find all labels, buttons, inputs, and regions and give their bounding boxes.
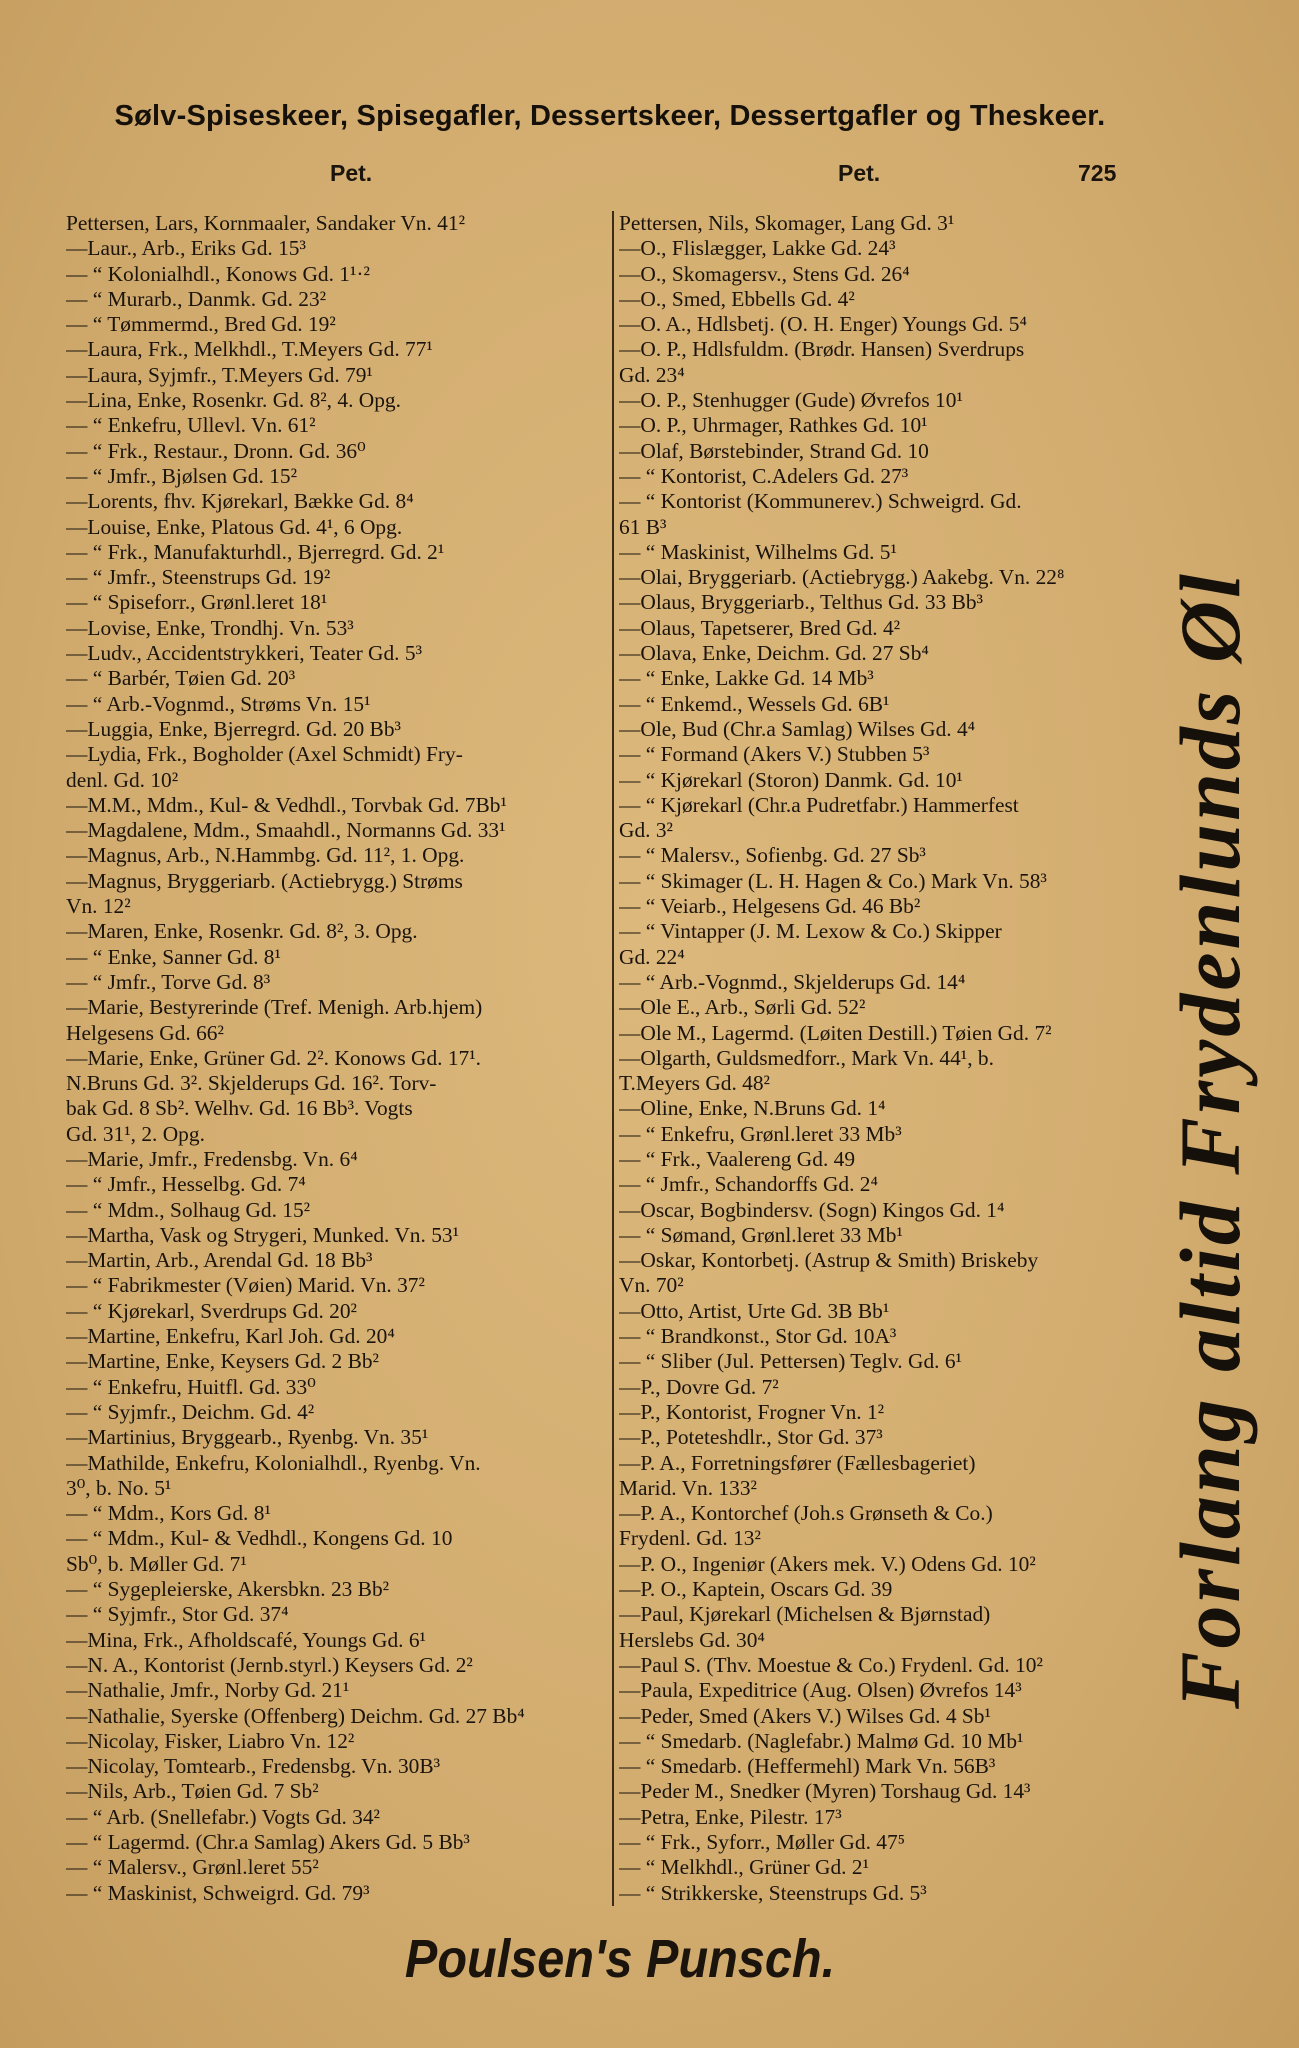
directory-entry: —O., Skomagersv., Stens Gd. 26⁴: [619, 261, 910, 286]
directory-entry: Gd. 22⁴: [619, 944, 685, 969]
directory-entry: — “ Enkefru, Ullevl. Vn. 61²: [66, 413, 316, 438]
directory-entry: —Petra, Enke, Pilestr. 17³: [619, 1804, 842, 1829]
directory-entry: —O. P., Uhrmager, Rathkes Gd. 10¹: [619, 413, 928, 438]
directory-entry: — “ Jmfr., Hesselbg. Gd. 7⁴: [66, 1172, 306, 1197]
directory-entry: —Peder, Smed (Akers V.) Wilses Gd. 4 Sb¹: [619, 1703, 991, 1728]
directory-entry: — “ Arb.-Vognmd., Skjelderups Gd. 14⁴: [619, 969, 966, 994]
directory-entry: —O. P., Stenhugger (Gude) Øvrefos 10¹: [619, 388, 963, 413]
directory-entry: 61 B³: [619, 514, 667, 539]
directory-entry: — “ Kolonialhdl., Konows Gd. 1¹·²: [66, 261, 370, 286]
directory-entry: Pettersen, Nils, Skomager, Lang Gd. 3¹: [619, 211, 955, 235]
directory-entry: —Martha, Vask og Strygeri, Munked. Vn. 53¹: [66, 1222, 459, 1247]
directory-entry: —Luggia, Enke, Bjerregrd. Gd. 20 Bb³: [66, 716, 401, 741]
directory-entry: —Nathalie, Jmfr., Norby Gd. 21¹: [66, 1678, 350, 1703]
directory-entry: —P., Dovre Gd. 7²: [619, 1374, 779, 1399]
directory-entry: —Ole, Bud (Chr.a Samlag) Wilses Gd. 4⁴: [619, 716, 976, 741]
side-advertisement-text: Forlang altid Frydenlunds Øl: [1162, 571, 1258, 1709]
directory-entry: — “ Enkefru, Grønl.leret 33 Mb³: [619, 1121, 902, 1146]
directory-entry: —Ludv., Accidentstrykkeri, Teater Gd. 5³: [66, 641, 422, 666]
directory-entry: — “ Mdm., Solhaug Gd. 15²: [66, 1197, 311, 1222]
directory-entry: —P. A., Forretningsfører (Fællesbageriet): [619, 1450, 976, 1475]
directory-entry: — “ Enke, Lakke Gd. 14 Mb³: [619, 666, 874, 691]
directory-entry: —Oscar, Bogbindersv. (Sogn) Kingos Gd. 1⁴: [619, 1197, 1005, 1222]
directory-entry: — “ Strikkerske, Steenstrups Gd. 5³: [619, 1880, 927, 1905]
directory-entry: —Lorents, fhv. Kjørekarl, Bække Gd. 8⁴: [66, 489, 414, 514]
silverware-banner: Sølv-Spiseskeer, Spisegafler, Dessertskeer, Dessertgafler og Theskeer.: [114, 100, 1106, 132]
directory-entry: Marid. Vn. 133²: [619, 1475, 757, 1500]
page-number: 725: [1078, 160, 1117, 186]
directory-entry: — “ Frk., Vaalereng Gd. 49: [619, 1146, 856, 1171]
directory-entry: — “ Tømmermd., Bred Gd. 19²: [66, 312, 336, 337]
directory-entry: — “ Veiarb., Helgesens Gd. 46 Bb²: [619, 894, 921, 919]
directory-entry: — “ Arb.-Vognmd., Strøms Vn. 15¹: [66, 691, 371, 716]
directory-entry: —Martine, Enkefru, Karl Joh. Gd. 20⁴: [66, 1324, 395, 1349]
directory-entry: —Otto, Artist, Urte Gd. 3B Bb¹: [619, 1298, 890, 1323]
directory-entry: —Nicolay, Fisker, Liabro Vn. 12²: [66, 1728, 355, 1753]
directory-entry: — “ Syjmfr., Stor Gd. 37⁴: [66, 1602, 289, 1627]
directory-entry: —P. O., Kaptein, Oscars Gd. 39: [619, 1577, 893, 1602]
directory-entry: —Lydia, Frk., Bogholder (Axel Schmidt) Fry-: [66, 742, 463, 767]
directory-entry: —Mathilde, Enkefru, Kolonialhdl., Ryenbg. Vn.: [66, 1450, 481, 1475]
directory-entry: — “ Formand (Akers V.) Stubben 5³: [619, 742, 930, 767]
directory-entry: — “ Maskinist, Wilhelms Gd. 5¹: [619, 539, 897, 564]
directory-entry: — “ Enkemd., Wessels Gd. 6B¹: [619, 691, 890, 716]
directory-entry: — “ Smedarb. (Heffermehl) Mark Vn. 56B³: [619, 1754, 996, 1779]
directory-entry: — “ Jmfr., Bjølsen Gd. 15²: [66, 463, 298, 488]
directory-entry: — “ Jmfr., Steenstrups Gd. 19²: [66, 565, 331, 590]
directory-entry: —Olaus, Tapetserer, Bred Gd. 4²: [619, 615, 901, 640]
directory-entry: —P., Kontorist, Frogner Vn. 1²: [619, 1399, 885, 1424]
directory-entry: —Paul S. (Thv. Moestue & Co.) Frydenl. Gd. 10²: [619, 1652, 1043, 1677]
directory-entry: 3⁰, b. No. 5¹: [66, 1475, 172, 1500]
directory-entry: —Nils, Arb., Tøien Gd. 7 Sb²: [66, 1779, 319, 1804]
directory-entry: denl. Gd. 10²: [66, 767, 179, 792]
directory-entry: — “ Syjmfr., Deichm. Gd. 4²: [66, 1399, 315, 1424]
directory-entry: — “ Kontorist (Kommunerev.) Schweigrd. Gd.: [619, 489, 1022, 514]
directory-entry: — “ Kjørekarl (Chr.a Pudretfabr.) Hammerfest: [619, 792, 1019, 817]
directory-entry: —O. P., Hdlsfuldm. (Brødr. Hansen) Sverdrups: [619, 337, 1025, 362]
directory-entry: — “ Frk., Manufakturhdl., Bjerregrd. Gd. 2¹: [66, 539, 445, 564]
directory-entry: —Oline, Enke, N.Bruns Gd. 1⁴: [619, 1096, 886, 1121]
directory-entry: —P. A., Kontorchef (Joh.s Grønseth & Co.): [619, 1501, 993, 1526]
directory-entry: T.Meyers Gd. 48²: [619, 1071, 770, 1096]
directory-entry: —Laura, Syjmfr., T.Meyers Gd. 79¹: [66, 362, 373, 387]
directory-entry: N.Bruns Gd. 3². Skjelderups Gd. 16². Torv-: [66, 1071, 437, 1096]
directory-entry: —Nathalie, Syerske (Offenberg) Deichm. Gd. 27 Bb⁴: [66, 1703, 525, 1728]
directory-entry: — “ Kjørekarl (Storon) Danmk. Gd. 10¹: [619, 767, 963, 792]
directory-entry: —P. O., Ingeniør (Akers mek. V.) Odens Gd. 10²: [619, 1551, 1036, 1576]
directory-entry: — “ Sygepleierske, Akersbkn. 23 Bb²: [66, 1577, 390, 1602]
directory-entry: — “ Jmfr., Torve Gd. 8³: [66, 969, 271, 994]
directory-entry: —M.M., Mdm., Kul- & Vedhdl., Torvbak Gd. 7Bb¹: [66, 792, 507, 817]
directory-entry: —Mina, Frk., Afholdscafé, Youngs Gd. 6¹: [66, 1627, 426, 1652]
right-column: [612, 211, 1160, 1906]
directory-entry: —Lina, Enke, Rosenkr. Gd. 8², 4. Opg.: [66, 388, 401, 413]
directory-entry: —Ole E., Arb., Sørli Gd. 52²: [619, 995, 866, 1020]
directory-entry: — “ Vintapper (J. M. Lexow & Co.) Skipper: [619, 919, 1002, 944]
directory-entry: —Peder M., Snedker (Myren) Torshaug Gd. 14³: [619, 1779, 1031, 1804]
directory-entry: —Olaus, Bryggeriarb., Telthus Gd. 33 Bb³: [619, 590, 983, 615]
directory-entry: —O., Flislægger, Lakke Gd. 24³: [619, 236, 896, 261]
directory-entry: Vn. 70²: [619, 1273, 684, 1298]
directory-entry: —Magnus, Bryggeriarb. (Actiebrygg.) Strøms: [66, 868, 463, 893]
directory-entry: Frydenl. Gd. 13²: [619, 1526, 761, 1551]
directory-entry: —Louise, Enke, Platous Gd. 4¹, 6 Opg.: [66, 514, 403, 539]
directory-entry: — “ Brandkonst., Stor Gd. 10A³: [619, 1324, 897, 1349]
directory-entry: —Olaf, Børstebinder, Strand Gd. 10: [619, 438, 929, 463]
directory-entry: Gd. 23⁴: [619, 362, 685, 387]
directory-entry: — “ Sømand, Grønl.leret 33 Mb¹: [619, 1222, 903, 1247]
directory-entry: — “ Malersv., Grønl.leret 55²: [66, 1855, 319, 1880]
directory-entry: Gd. 31¹, 2. Opg.: [66, 1121, 205, 1146]
left-column: [66, 211, 612, 1906]
directory-entry: — “ Murarb., Danmk. Gd. 23²: [66, 286, 327, 311]
directory-entry: —Olai, Bryggeriarb. (Actiebrygg.) Aakebg. Vn. 22⁸: [619, 565, 1065, 590]
side-advertisement: [1145, 480, 1275, 1800]
directory-entry: —Martine, Enke, Keysers Gd. 2 Bb²: [66, 1349, 379, 1374]
directory-entry: —Marie, Bestyrerinde (Tref. Menigh. Arb.hjem): [66, 995, 483, 1020]
directory-entry: — “ Jmfr., Schandorffs Gd. 2⁴: [619, 1172, 878, 1197]
directory-entry: — “ Skimager (L. H. Hagen & Co.) Mark Vn. 58³: [619, 868, 1047, 893]
directory-entry: Helgesens Gd. 66²: [66, 1020, 224, 1045]
directory-entry: — “ Frk., Syforr., Møller Gd. 47⁵: [619, 1830, 906, 1854]
directory-entry: — “ Enke, Sanner Gd. 8¹: [66, 944, 281, 969]
directory-entry: — “ Melkhdl., Grüner Gd. 2¹: [619, 1855, 869, 1880]
directory-entry: Vn. 12²: [66, 894, 131, 919]
directory-entry: —Laur., Arb., Eriks Gd. 15³: [66, 236, 306, 261]
directory-entry: —Laura, Frk., Melkhdl., T.Meyers Gd. 77¹: [66, 337, 433, 362]
right-column-abbrev: Pet.: [838, 160, 881, 186]
directory-entry: — “ Lagermd. (Chr.a Samlag) Akers Gd. 5 Bb³: [66, 1830, 470, 1854]
directory-entry: —Nicolay, Tomtearb., Fredensbg. Vn. 30B³: [66, 1754, 441, 1779]
directory-entry: —O. A., Hdlsbetj. (O. H. Enger) Youngs Gd. 5⁴: [619, 312, 1027, 337]
directory-entry: — “ Smedarb. (Naglefabr.) Malmø Gd. 10 Mb¹: [619, 1728, 1024, 1753]
directory-entry: —Ole M., Lagermd. (Løiten Destill.) Tøien Gd. 7²: [619, 1020, 1052, 1045]
directory-entry: —Marie, Enke, Grüner Gd. 2². Konows Gd. 17¹.: [66, 1045, 482, 1070]
directory-entry: bak Gd. 8 Sb². Welhv. Gd. 16 Bb³. Vogts: [66, 1096, 413, 1121]
directory-entry: —Lovise, Enke, Trondhj. Vn. 53³: [66, 615, 354, 640]
directory-entry: —Magdalene, Mdm., Smaahdl., Normanns Gd. 33¹: [66, 818, 506, 843]
directory-entry: — “ Spiseforr., Grønl.leret 18¹: [66, 590, 328, 615]
directory-entry: —Martinius, Bryggearb., Ryenbg. Vn. 35¹: [66, 1425, 429, 1450]
directory-entry: — “ Kjørekarl, Sverdrups Gd. 20²: [66, 1298, 357, 1323]
directory-entry: —P., Poteteshdlr., Stor Gd. 37³: [619, 1425, 883, 1450]
directory-entry: — “ Arb. (Snellefabr.) Vogts Gd. 34²: [66, 1804, 380, 1829]
directory-entry: — “ Sliber (Jul. Pettersen) Teglv. Gd. 6¹: [619, 1349, 962, 1374]
directory-entry: —Marie, Jmfr., Fredensbg. Vn. 6⁴: [66, 1146, 358, 1171]
directory-entry: — “ Frk., Restaur., Dronn. Gd. 36⁰: [66, 438, 366, 463]
directory-entry: —Maren, Enke, Rosenkr. Gd. 8², 3. Opg.: [66, 919, 418, 944]
directory-entry: Pettersen, Lars, Kornmaaler, Sandaker Vn. 41²: [66, 211, 465, 235]
directory-entry: — “ Malersv., Sofienbg. Gd. 27 Sb³: [619, 843, 926, 868]
directory-entry: —Olgarth, Guldsmedforr., Mark Vn. 44¹, b.: [619, 1045, 994, 1070]
directory-entry: —Olava, Enke, Deichm. Gd. 27 Sb⁴: [619, 641, 929, 666]
directory-entry: — “ Kontorist, C.Adelers Gd. 27³: [619, 463, 909, 488]
directory-entry: Herslebs Gd. 30⁴: [619, 1627, 765, 1652]
directory-entry: —N. A., Kontorist (Jernb.styrl.) Keysers Gd. 2²: [66, 1652, 473, 1677]
directory-entry: — “ Maskinist, Schweigrd. Gd. 79³: [66, 1880, 370, 1905]
directory-entry: —O., Smed, Ebbells Gd. 4²: [619, 286, 855, 311]
directory-entry: — “ Barbér, Tøien Gd. 20³: [66, 666, 296, 691]
directory-entry: —Oskar, Kontorbetj. (Astrup & Smith) Briskeby: [619, 1248, 1039, 1273]
directory-entry: Gd. 3²: [619, 818, 673, 843]
directory-entry: — “ Fabrikmester (Vøien) Marid. Vn. 37²: [66, 1273, 425, 1298]
directory-entry: —Paula, Expeditrice (Aug. Olsen) Øvrefos 14³: [619, 1678, 1022, 1703]
directory-entry: Sb⁰, b. Møller Gd. 7¹: [66, 1551, 247, 1576]
left-column-abbrev: Pet.: [330, 160, 373, 186]
directory-entry: —Magnus, Arb., N.Hammbg. Gd. 11², 1. Opg.: [66, 843, 465, 868]
directory-entry: —Martin, Arb., Arendal Gd. 18 Bb³: [66, 1248, 373, 1273]
directory-entry: — “ Mdm., Kors Gd. 8¹: [66, 1501, 271, 1526]
directory-entry: — “ Enkefru, Huitfl. Gd. 33⁰: [66, 1374, 316, 1399]
footer-advertisement: Poulsen's Punsch.: [404, 1929, 836, 1989]
directory-entry: — “ Mdm., Kul- & Vedhdl., Kongens Gd. 10: [66, 1526, 453, 1551]
directory-entry: —Paul, Kjørekarl (Michelsen & Bjørnstad): [619, 1602, 991, 1627]
